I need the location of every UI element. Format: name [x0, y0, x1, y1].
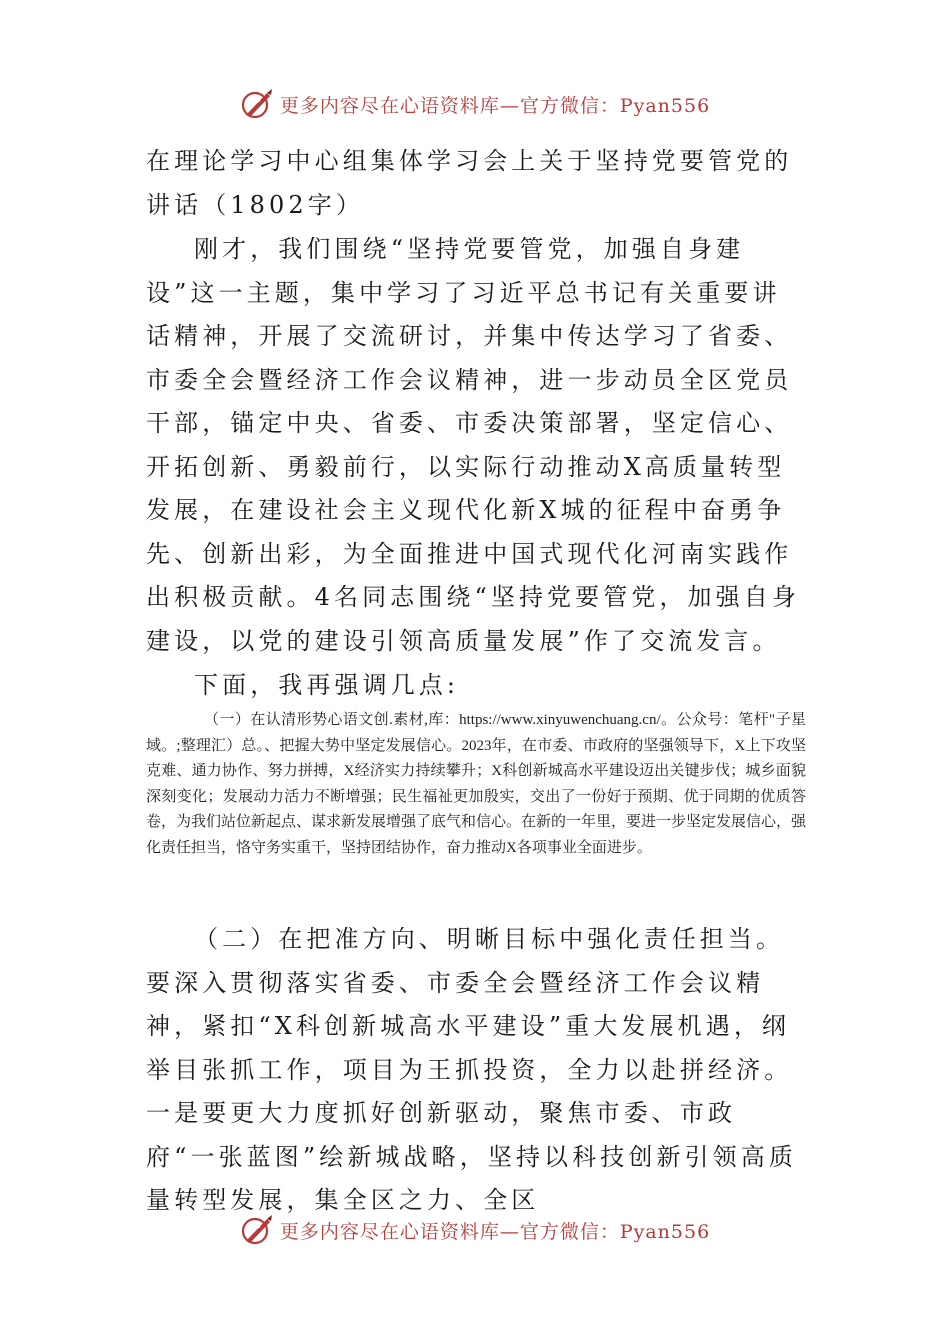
paragraph-3: （二）在把准方向、明晰目标中强化责任担当。要深入贯彻落实省委、市委全会暨经济工作会议精神，紧扣“X科创新城高水平建设”重大发展机遇，纲举目张抓工作，项目为王抓投资，全力以赴拼经济。一是要更大力度抓好创新驱动，聚焦市委、市政府“一张蓝图”绘新城战略，坚持以科技创新引领高质量转型发展，集全区之力、全区 — [146, 925, 797, 1214]
paragraph-small: （一）在认清形势心语文创.素材,库：https://www.xinyuwenchuang.cn/。公众号：笔杆"子星域。;整理汇）总。、把握大势中坚定发展信心。2023年，在市委、市政府的坚强领导下，X上下攻坚克难、通力协作、努力拼搏，X经济实力持续攀升；X科创新城高水平建设迈出关键步伐；城乡面貌深刻变化；发展动力活力不断增强；民生福祉更加殷实，交出了一份好于预期、优于同期的优质答卷，为我们站位新起点、谋求新发展增强了底气和信心。在新的一年里，要进一步坚定发展信心，强化责任担当，恪守务实重干，坚持团结协作，奋力推动X各项事业全面进步。 — [146, 712, 807, 856]
quill-logo-icon — [240, 1213, 274, 1247]
footer-banner — [0, 1210, 950, 1250]
header-banner-text: 更多内容尽在心语资料库—官方微信：Pyan556 — [279, 94, 711, 117]
paragraph-1: 刚才，我们围绕“坚持党要管党，加强自身建设”这一主题，集中学习了习近平总书记有关重要讲话精神，开展了交流研讨，并集中传达学习了省委、市委全会暨经济工作会议精神，进一步动员全区党员干部，锚定中央、省委、市委决策部署，坚定信心、开拓创新、勇毅前行，以实际行动推动X高质量转型发展，在建设社会主义现代化新X城的征程中奋勇争先、创新出彩，为全面推进中国式现代化河南实践作出积极贡献。4名同志围绕“坚持党要管党，加强自身建设，以党的建设引领高质量发展”作了交流发言。 — [146, 235, 800, 655]
header-banner — [0, 84, 950, 124]
footer-banner-text: 更多内容尽在心语资料库—官方微信：Pyan556 — [279, 1220, 711, 1243]
document-title: 在理论学习中心组集体学习会上关于坚持党要管党的讲话（1802字） — [146, 147, 793, 219]
paragraph-2: 下面，我再强调几点: — [194, 671, 460, 699]
quill-logo-icon — [240, 87, 274, 121]
